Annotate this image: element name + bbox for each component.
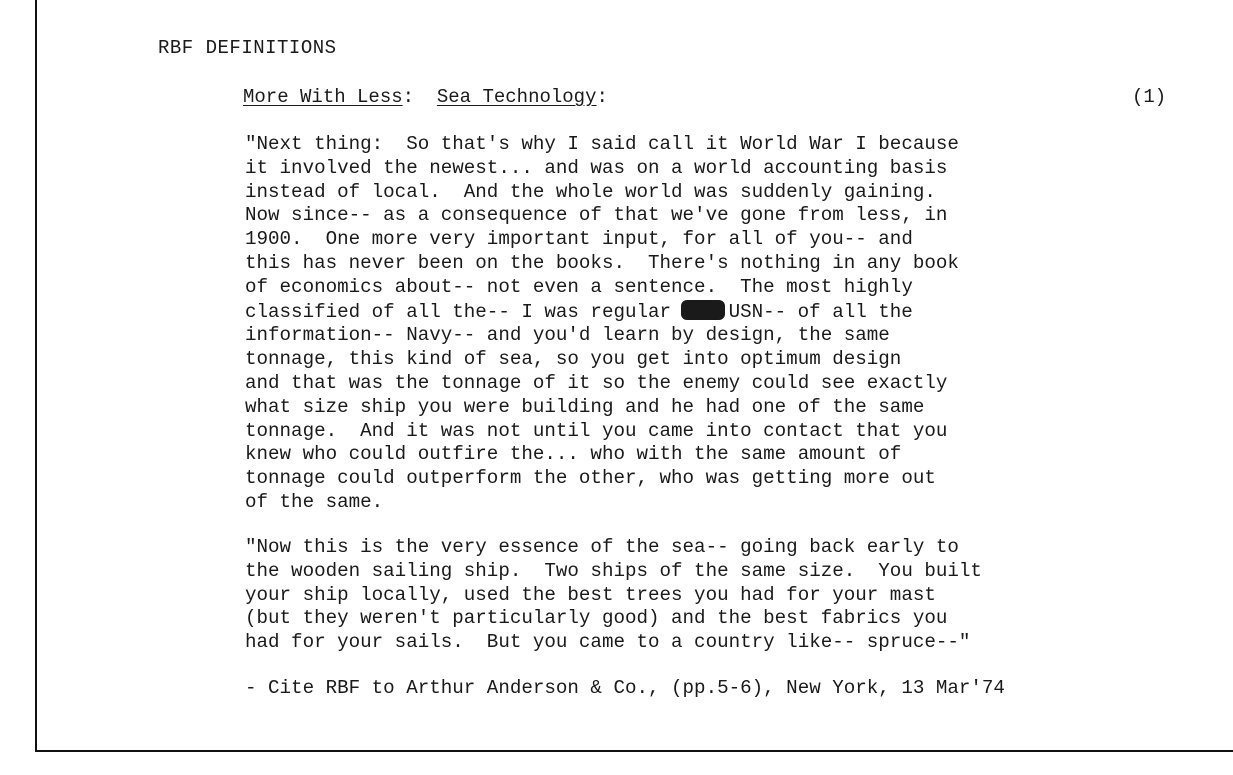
document-header: RBF DEFINITIONS: [158, 37, 337, 59]
text-line: it involved the newest... and was on a world accounting basis: [245, 156, 948, 179]
text-segment: USN-- of all the: [728, 300, 913, 323]
topic-separator: :: [402, 86, 437, 108]
text-line: "Now this is the very essence of the sea-- going back early to: [245, 536, 959, 558]
text-line-with-redaction: [245, 300, 959, 325]
topic-line: [243, 86, 1173, 108]
text-segment: classified of all the-- I was regular: [245, 300, 672, 323]
topic-subtitle: Sea Technology: [436, 86, 597, 108]
quote-paragraph-2: [245, 536, 982, 655]
text-line: 1900. One more very important input, for all of you-- and: [245, 228, 913, 251]
text-line: had for your sails. But you came to a country like-- spruce--": [245, 631, 971, 654]
text-line: tonnage could outperform the other, who was getting more out: [245, 467, 936, 490]
page-number: (1): [1132, 86, 1167, 108]
text-line: information-- Navy-- and you'd learn by design, the same: [245, 324, 890, 347]
text-line: what size ship you were building and he had one of the same: [245, 395, 925, 418]
topic-colon: :: [596, 86, 608, 108]
text-line: (but they weren't particularly good) and the best fabrics you: [245, 607, 948, 630]
redaction-mark: [681, 300, 725, 320]
text-line: Now since-- as a consequence of that we've gone from less, in: [245, 204, 948, 227]
text-line: "Next thing: So that's why I said call it World War I because: [245, 133, 959, 155]
text-line: this has never been on the books. There's nothing in any book: [245, 251, 959, 274]
text-line: knew who could outfire the... who with the same amount of: [245, 443, 902, 466]
text-line: of economics about-- not even a sentence. The most highly: [245, 275, 913, 298]
text-line: the wooden sailing ship. Two ships of the same size. You built: [245, 559, 982, 582]
quote-paragraph-1: [245, 133, 959, 515]
topic-title: More With Less: [243, 86, 403, 108]
citation: - Cite RBF to Arthur Anderson & Co., (pp.5-6), New York, 13 Mar'74: [245, 677, 1005, 699]
text-line: your ship locally, used the best trees you had for your mast: [245, 583, 936, 606]
text-line: tonnage. And it was not until you came into contact that you: [245, 419, 948, 442]
text-line: and that was the tonnage of it so the enemy could see exactly: [245, 371, 948, 394]
text-line: tonnage, this kind of sea, so you get into optimum design: [245, 348, 902, 371]
text-line: of the same.: [245, 490, 384, 513]
text-line: instead of local. And the whole world was suddenly gaining.: [245, 180, 936, 203]
